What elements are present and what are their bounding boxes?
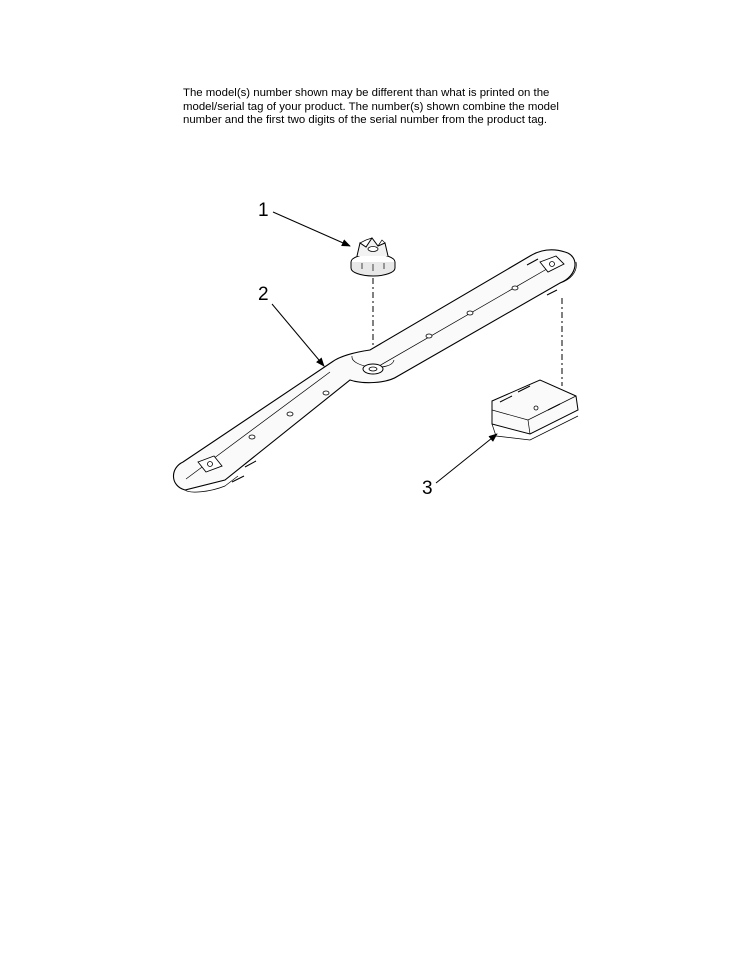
callout-1-label: 1: [258, 200, 269, 221]
callout-2-leader: [272, 304, 324, 366]
callout-1-leader: [273, 212, 350, 246]
disclaimer-line: model/serial tag of your product. The number(s) shown combine the model: [183, 100, 559, 113]
callout-3-label: 3: [422, 478, 433, 499]
mounting-bracket-part: [492, 380, 578, 440]
spray-arm-part: [173, 250, 576, 492]
disclaimer-line: The model(s) number shown may be different than what is printed on the: [183, 87, 550, 99]
callout-2-label: 2: [258, 284, 269, 305]
callout-3-leader: [436, 434, 497, 483]
bearing-hub-part: [351, 238, 395, 276]
disclaimer-line: number and the first two digits of the serial number from the product tag.: [183, 114, 548, 127]
